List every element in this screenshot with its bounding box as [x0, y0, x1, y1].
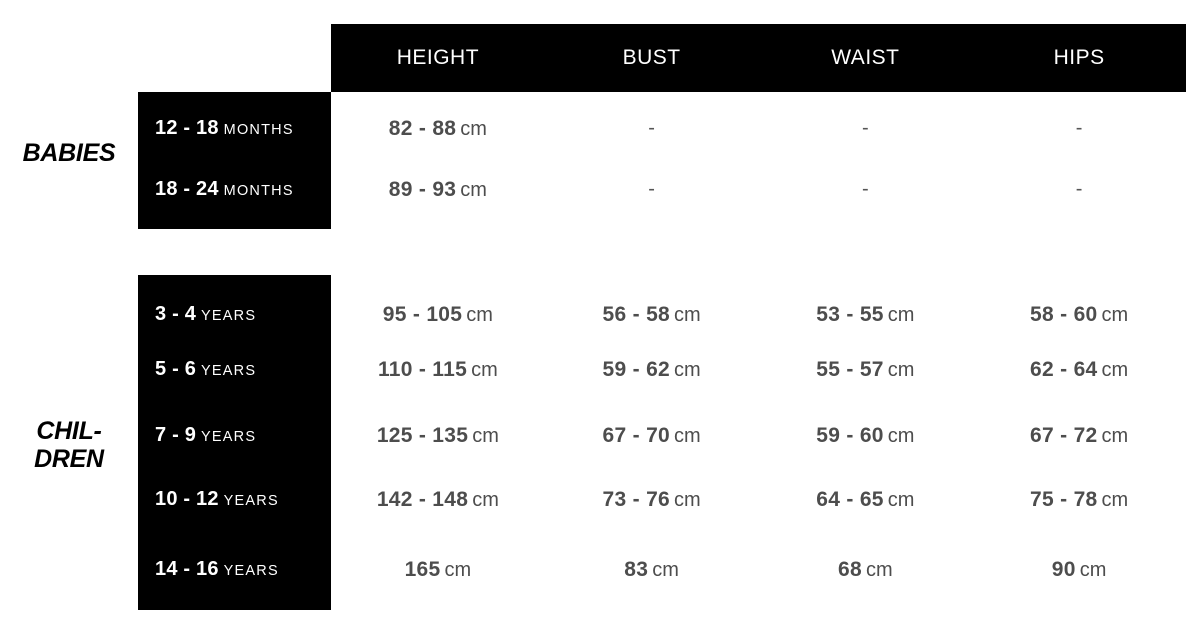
- cell-hips-unit: cm: [1101, 488, 1129, 511]
- cell-waist-value: 53 - 55: [816, 302, 884, 326]
- cell-hips: [972, 358, 1186, 382]
- cell-bust: [545, 358, 759, 382]
- cell-bust-value: 59 - 62: [602, 357, 671, 381]
- cell-bust-value: -: [648, 178, 655, 200]
- age-unit: YEARS: [201, 308, 257, 324]
- cell-hips-value: 58 - 60: [1030, 302, 1098, 326]
- group-label-children: [0, 417, 138, 473]
- cell-height: [331, 488, 545, 512]
- cell-bust-unit: cm: [674, 303, 701, 326]
- cell-height: [331, 178, 545, 202]
- cell-hips: [972, 178, 1186, 201]
- cell-hips: [972, 424, 1186, 448]
- cell-height-value: 82 - 88: [388, 116, 457, 140]
- age-label: [138, 178, 331, 201]
- cell-waist: [759, 303, 973, 327]
- cell-height-unit: cm: [471, 358, 498, 381]
- cell-height-unit: cm: [460, 178, 487, 201]
- table-row: [138, 162, 1186, 217]
- group-label-children-line2: DREN: [34, 445, 104, 473]
- cell-waist: [759, 424, 973, 448]
- cell-waist: [759, 558, 973, 582]
- cell-waist-unit: cm: [866, 558, 893, 581]
- cell-bust: [545, 424, 759, 448]
- cell-waist-unit: cm: [887, 358, 915, 381]
- age-unit: MONTHS: [223, 122, 294, 138]
- age-label: [138, 424, 331, 447]
- cell-bust-value: 83: [624, 557, 649, 581]
- cell-bust: [545, 117, 759, 140]
- cell-waist-unit: cm: [887, 303, 915, 326]
- cell-hips-unit: cm: [1101, 303, 1129, 326]
- cell-height-value: 95 - 105: [382, 302, 463, 326]
- cell-waist: [759, 358, 973, 382]
- cell-height: [331, 303, 545, 327]
- cell-hips: [972, 488, 1186, 512]
- cell-hips: [972, 558, 1186, 582]
- age-unit: YEARS: [223, 493, 279, 509]
- age-unit: MONTHS: [223, 183, 294, 199]
- cell-height-value: 165: [404, 557, 441, 581]
- cell-hips-unit: cm: [1101, 424, 1129, 447]
- cell-bust-value: 56 - 58: [602, 302, 671, 326]
- cell-height-unit: cm: [472, 424, 499, 447]
- table-row: [138, 287, 1186, 342]
- cell-bust-unit: cm: [674, 358, 701, 381]
- cell-hips-value: -: [1075, 117, 1083, 139]
- cell-height-unit: cm: [472, 488, 499, 511]
- cell-waist-unit: cm: [887, 424, 915, 447]
- age-unit: YEARS: [201, 363, 257, 379]
- age-label: [138, 358, 331, 381]
- cell-height-unit: cm: [466, 303, 493, 326]
- cell-height-value: 89 - 93: [388, 177, 457, 201]
- age-range: 10 - 12: [155, 488, 219, 510]
- cell-hips-value: 62 - 64: [1030, 357, 1098, 381]
- age-label: [138, 303, 331, 326]
- age-label: [138, 558, 331, 581]
- cell-hips-value: 90: [1051, 557, 1076, 581]
- cell-height-value: 125 - 135: [376, 423, 469, 447]
- cell-bust-value: -: [648, 117, 655, 139]
- column-header-bust: BUST: [622, 46, 681, 69]
- column-header-hips: HIPS: [1053, 46, 1105, 69]
- cell-bust-unit: cm: [674, 488, 701, 511]
- cell-waist-value: 68: [838, 557, 863, 581]
- cell-bust: [545, 488, 759, 512]
- cell-height: [331, 117, 545, 141]
- table-row: [138, 542, 1186, 597]
- group-label-children-line1: CHIL-: [36, 417, 102, 445]
- cell-height-unit: cm: [460, 117, 487, 140]
- table-row: [138, 408, 1186, 463]
- column-header-waist: WAIST: [831, 46, 900, 69]
- cell-waist: [759, 117, 973, 140]
- cell-hips-value: 67 - 72: [1030, 423, 1098, 447]
- table-header-row: [331, 24, 1186, 92]
- cell-height-unit: cm: [444, 558, 472, 581]
- age-range: 3 - 4: [155, 303, 197, 325]
- cell-waist-unit: cm: [887, 488, 915, 511]
- cell-height: [331, 358, 545, 382]
- age-range: 12 - 18: [155, 117, 219, 139]
- group-label-babies: BABIES: [22, 139, 116, 167]
- cell-bust: [545, 303, 759, 327]
- cell-height: [331, 558, 545, 582]
- cell-bust-unit: cm: [652, 558, 679, 581]
- age-range: 14 - 16: [155, 558, 219, 580]
- age-label: [138, 488, 331, 511]
- cell-bust: [545, 558, 759, 582]
- cell-waist: [759, 488, 973, 512]
- age-range: 7 - 9: [155, 424, 197, 446]
- age-unit: YEARS: [201, 429, 257, 445]
- cell-hips: [972, 117, 1186, 140]
- table-row: [138, 342, 1186, 397]
- cell-bust-unit: cm: [674, 424, 701, 447]
- age-range: 5 - 6: [155, 358, 197, 380]
- age-unit: YEARS: [223, 563, 279, 579]
- age-label: [138, 117, 331, 140]
- cell-height-value: 110 - 115: [377, 357, 468, 381]
- cell-height: [331, 424, 545, 448]
- column-header-height: HEIGHT: [396, 46, 480, 69]
- cell-waist-value: -: [862, 117, 869, 139]
- table-row: [138, 472, 1186, 527]
- cell-waist-value: -: [862, 178, 869, 200]
- table-row: [138, 101, 1186, 156]
- cell-waist-value: 64 - 65: [816, 487, 884, 511]
- cell-waist-value: 55 - 57: [816, 357, 884, 381]
- cell-hips: [972, 303, 1186, 327]
- cell-bust: [545, 178, 759, 201]
- cell-waist-value: 59 - 60: [816, 423, 884, 447]
- cell-bust-value: 73 - 76: [602, 487, 671, 511]
- cell-waist: [759, 178, 973, 201]
- cell-height-value: 142 - 148: [376, 487, 469, 511]
- cell-hips-unit: cm: [1101, 358, 1129, 381]
- cell-bust-value: 67 - 70: [602, 423, 671, 447]
- cell-hips-value: -: [1075, 178, 1083, 200]
- cell-hips-value: 75 - 78: [1030, 487, 1098, 511]
- age-range: 18 - 24: [155, 178, 219, 200]
- cell-hips-unit: cm: [1079, 558, 1107, 581]
